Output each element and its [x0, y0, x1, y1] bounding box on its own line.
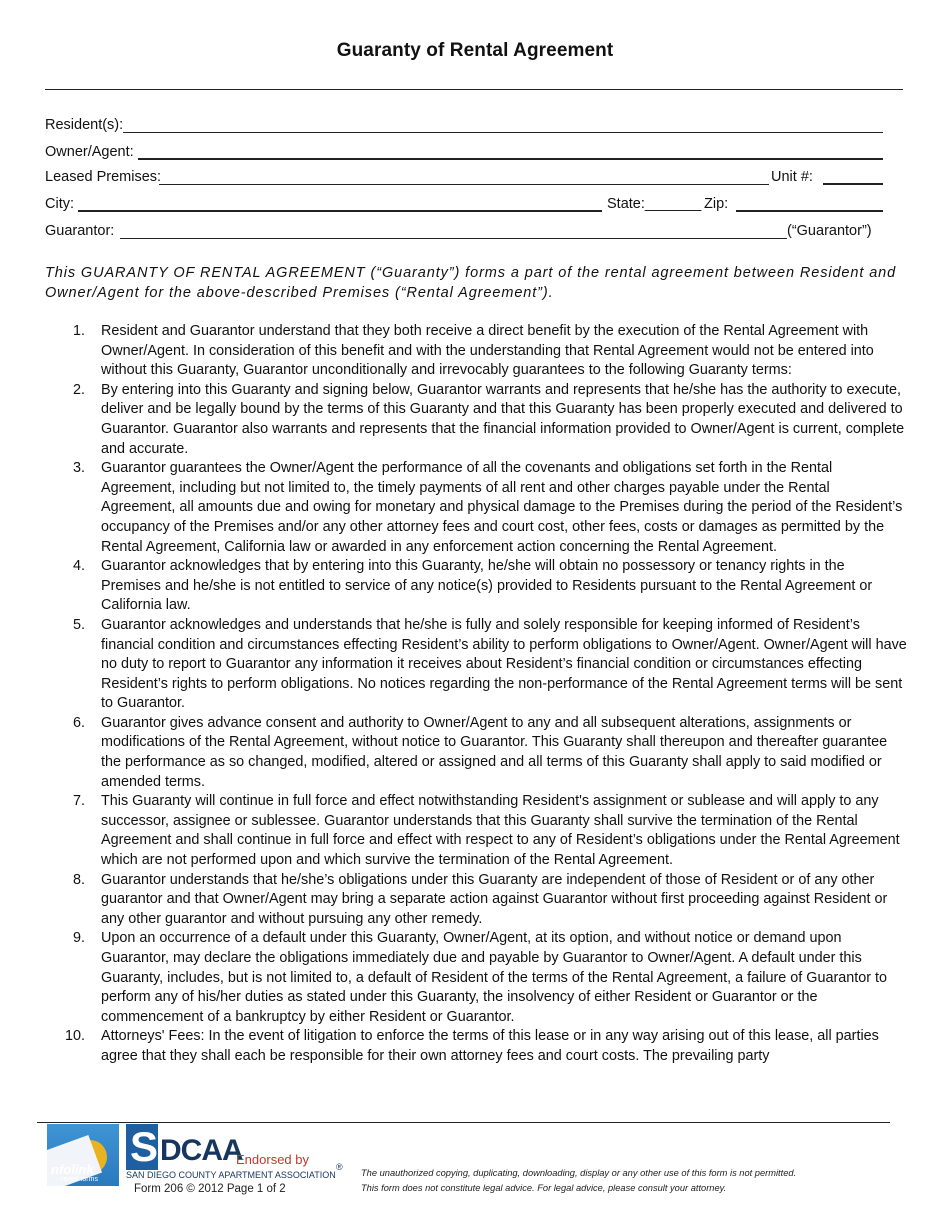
unit-field[interactable]	[823, 183, 883, 185]
infolink-logo-name: nfolink	[51, 1162, 94, 1177]
term-text: Guarantor gives advance consent and authority to Owner/Agent to any and all subsequent alterations, assignments or modifications of the Rental Agreement, without notice to Guarantor. This Guaranty shall thereupon and thereafter guarantee the performance as so changed, modified, altered or assigned and all terms of this Guaranty shall apply to said modified or amended terms.	[101, 714, 888, 790]
term-item	[45, 381, 907, 459]
form-id: Form 206 © 2012 Page 1 of 2	[134, 1183, 286, 1195]
footer-divider	[37, 1122, 890, 1123]
unit-label: Unit #:	[771, 169, 813, 185]
infolink-logo-tagline: rental forms	[61, 1176, 98, 1183]
intro-paragraph: This GUARANTY OF RENTAL AGREEMENT (“Guaranty”) forms a part of the rental agreement between Resident and Owner/Agent for the above-described Premises (“Rental Agreement”).	[45, 265, 897, 301]
registered-mark: ®	[336, 1162, 343, 1172]
guarantor-label: Guarantor:	[45, 223, 115, 239]
term-text: Attorneys' Fees: In the event of litigation to enforce the terms of this lease or in any way arising out of this lease, all parties agree that they shall each be responsible for their own attorney fees and court costs. The prevailing party	[101, 1028, 879, 1064]
association-name: SAN DIEGO COUNTY APARTMENT ASSOCIATION	[126, 1170, 336, 1180]
term-number: 10.	[64, 1028, 85, 1045]
guarantor-row	[45, 223, 883, 243]
sdcaa-logo-letters: DCAA	[160, 1134, 243, 1167]
leased-premises-field[interactable]	[159, 184, 769, 185]
premises-row	[45, 169, 883, 189]
guarantor-suffix: (“Guarantor”)	[787, 223, 872, 239]
term-number: 9.	[72, 930, 85, 947]
term-text: Upon an occurrence of a default under this Guaranty, Owner/Agent, at its option, and without notice or demand upon Guarantor, may declare the obligations immediately due and payable by Guarantor to Owner/Agent. A default under this Guaranty, includes, but is not limited to, a default of Resident of the terms of the Rental Agreement, a failure of Guarantor to perform any of his/her duties as stated under this Guaranty, the insolvency of either Resident or Guarantor or the commencement of a bankruptcy by either Resident or Guarantor.	[101, 930, 888, 1025]
page-title: Guaranty of Rental Agreement	[336, 40, 614, 61]
city-label: City:	[45, 196, 74, 212]
terms-list	[45, 322, 907, 1067]
leased-premises-label: Leased Premises:	[45, 169, 162, 185]
sdcaa-logo	[126, 1124, 344, 1184]
term-number: 8.	[72, 871, 85, 888]
endorsed-by-label: Endorsed by	[236, 1152, 309, 1167]
term-item	[45, 1027, 907, 1066]
term-number: 5.	[72, 616, 85, 633]
term-item	[45, 459, 907, 557]
legal-notice-line-2: This form does not constitute legal advice. For legal advice, please consult your attorney.	[361, 1183, 727, 1193]
term-item	[45, 557, 907, 616]
term-number: 3.	[72, 460, 85, 477]
term-item	[45, 871, 907, 930]
title-divider	[45, 89, 903, 90]
term-text: This Guaranty will continue in full force and effect notwithstanding Resident's assignment or sublease and will apply to any successor, assignee or sublessee. Guarantor understands that this Guaranty shall survive the termination of the Rental Agreement and shall continue in full force and effect with respect to any of Resident’s obligations under the Rental Agreement which are not performed upon and which survive the termination of the Rental Agreement.	[101, 793, 900, 869]
residents-field[interactable]	[123, 132, 883, 133]
term-number: 4.	[72, 558, 85, 575]
term-text: Resident and Guarantor understand that they both receive a direct benefit by the execution of the Rental Agreement with Owner/Agent. In consideration of this benefit and with the understanding that Rental Agreement would not be entered into without this Guaranty, Guarantor unconditionally and irrevocably guarantees to the following Guaranty terms:	[101, 323, 874, 379]
city-field[interactable]	[78, 210, 602, 212]
term-number: 2.	[72, 381, 85, 398]
term-text: By entering into this Guaranty and signing below, Guarantor warrants and represents that he/she has the authority to execute, deliver and be legally bound by the terms of this Guaranty and that this Guaranty has been properly executed and delivered to Guarantor. Guarantor also warrants and represents that the financial information provided to Owner/Agent is current, complete and accurate.	[101, 381, 905, 457]
term-number: 1.	[72, 323, 85, 339]
term-text: Guarantor acknowledges and understands that he/she is fully and solely responsible for keeping informed of Resident’s financial condition and circumstances effecting Resident’s ability to perform obligations to Owner/Agent. Owner/Agent will have no duty to report to Guarantor any information it receives about Resident’s financial condition or circumstances effecting Resident’s rights to perform obligations. No notices regarding the non-performance of the Rental Agreement terms will be sent to Guarantor.	[101, 616, 907, 712]
guarantor-field[interactable]	[120, 238, 787, 239]
term-text: Guarantor guarantees the Owner/Agent the performance of all the covenants and obligations set forth in the Rental Agreement, including but not limited to, the timely payments of all rent and other charges payable under the Rental Agreement, all amounts due and owing for monetary and physical damage to the Premises during the period of the Resident’s occupancy of the Premises and/or any other attorney fees and court cost, other fees, costs or damages as permitted by the Rental Agreement, California law or awarded in any enforcement action concerning the Rental Agreement.	[101, 460, 903, 555]
term-text: Guarantor acknowledges that by entering into this Guaranty, he/she will obtain no possessory or tenancy rights in the Premises and he/she is not entitled to service of any notice(s) provided to Residents pursuant to the Rental Agreement or California law.	[101, 558, 873, 614]
owner-agent-label: Owner/Agent:	[45, 144, 134, 160]
term-text: Guarantor understands that he/she’s obligations under this Guaranty are independent of those of Resident or of any other guarantor and that Owner/Agent may bring a separate action against Guarantor without first proceeding against Resident or any other guarantor and without pursuing any other remedy.	[101, 871, 888, 927]
term-item	[45, 792, 907, 870]
residents-label: Resident(s):	[45, 117, 124, 133]
zip-label: Zip:	[704, 196, 729, 212]
term-item	[45, 929, 907, 1027]
residents-row	[45, 117, 883, 137]
state-label: State:_______	[607, 196, 702, 212]
term-item	[45, 714, 907, 792]
legal-notice	[361, 1166, 901, 1196]
term-item	[45, 322, 907, 381]
owner-agent-row	[45, 144, 883, 164]
owner-agent-field[interactable]	[138, 158, 883, 160]
city-row	[45, 196, 883, 216]
term-item	[45, 616, 907, 714]
term-number: 7.	[72, 793, 85, 810]
sdcaa-logo-s: S	[130, 1123, 159, 1170]
term-number: 6.	[72, 714, 85, 731]
infolink-logo	[47, 1124, 119, 1186]
zip-field[interactable]	[736, 210, 883, 212]
legal-notice-line-1: The unauthorized copying, duplicating, downloading, display or any other use of this form is not permitted.	[361, 1168, 797, 1178]
